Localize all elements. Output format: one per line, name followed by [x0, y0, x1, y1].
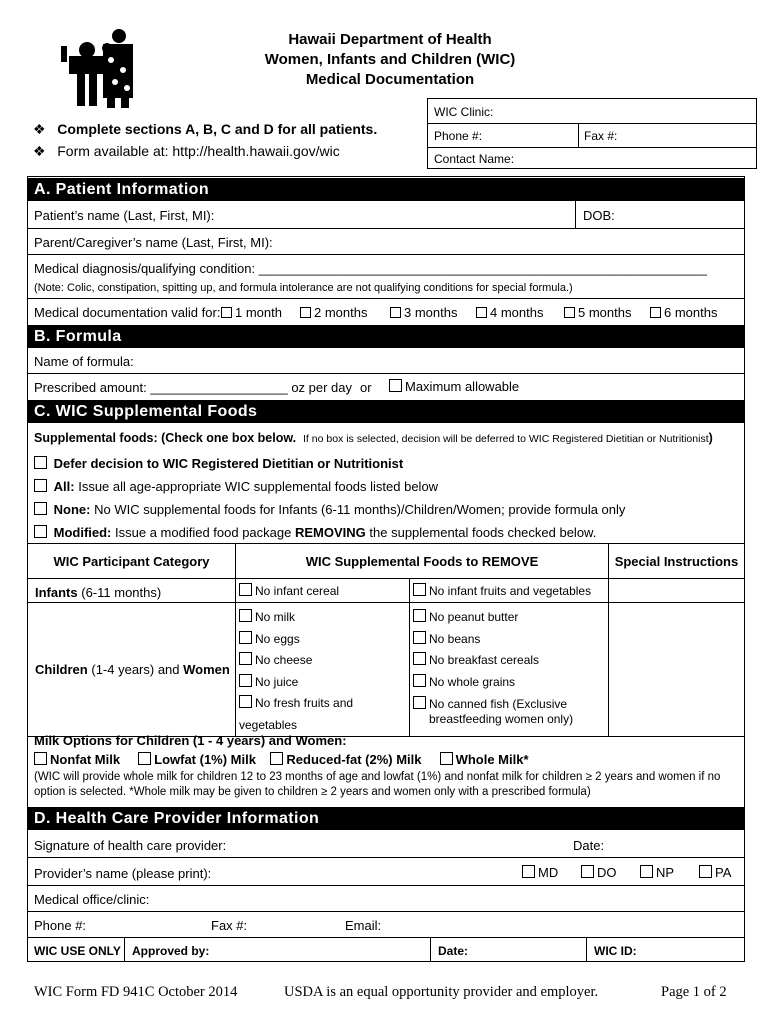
checkbox-icon[interactable] — [389, 379, 402, 392]
month-option-3[interactable]: 3 months — [390, 305, 457, 320]
no-milk-option[interactable]: No milk — [239, 607, 409, 629]
no-juice-option[interactable]: No juice — [239, 672, 409, 694]
section-b-header: B. Formula — [27, 325, 745, 348]
no-canned-fish-option[interactable]: No canned fish (Exclusive breastfeeding women only) — [413, 693, 608, 727]
option-modified[interactable]: Modified: Issue a modified food package REMOVING the supplemental foods checked below. — [34, 521, 625, 544]
title-line-1: Hawaii Department of Health — [288, 31, 492, 48]
checkbox-icon[interactable] — [413, 696, 426, 709]
no-fresh-fruits-option[interactable]: No fresh fruits and vegetables — [239, 696, 354, 732]
title-line-2: Women, Infants and Children (WIC) — [264, 51, 516, 68]
checkbox-icon[interactable] — [522, 865, 535, 878]
children-foods-left — [236, 603, 410, 737]
month-option-1[interactable]: 1 month — [221, 305, 282, 320]
month-option-4[interactable]: 4 months — [476, 305, 543, 320]
max-allowable-option[interactable]: Maximum allowable — [389, 379, 519, 394]
no-breakfast-cereals-option[interactable]: No breakfast cereals — [413, 650, 608, 672]
credential-md[interactable]: MD — [522, 865, 558, 880]
checkbox-icon[interactable] — [270, 752, 283, 765]
approved-by-field[interactable]: Approved by: — [132, 944, 210, 958]
provider-phone-field[interactable]: Phone #: — [34, 918, 87, 933]
diagnosis-note: (Note: Colic, constipation, spitting up, and formula intolerance are not qualifying conditions for special formula.) — [34, 282, 573, 294]
month-option-6[interactable]: 6 months — [650, 305, 717, 320]
whole-milk-option[interactable]: Whole Milk* — [440, 752, 529, 767]
children-foods-right — [410, 603, 609, 737]
clinic-contact-label: Contact Name: — [434, 152, 515, 166]
checkbox-icon[interactable] — [239, 652, 252, 665]
checkbox-icon[interactable] — [300, 307, 311, 318]
checkbox-icon[interactable] — [239, 695, 252, 708]
checkbox-icon[interactable] — [239, 583, 252, 596]
medical-office-field[interactable]: Medical office/clinic: — [34, 892, 150, 907]
diamond-bullet-icon: ❖ — [33, 143, 46, 159]
checkbox-icon[interactable] — [413, 583, 426, 596]
checkbox-icon[interactable] — [564, 307, 575, 318]
no-infant-fruits-option[interactable]: No infant fruits and vegetables — [410, 579, 609, 603]
clinic-fax-label: Fax #: — [584, 129, 618, 143]
category-col-header: WIC Participant Category — [28, 544, 236, 579]
checkbox-icon[interactable] — [413, 674, 426, 687]
usda-statement: USDA is an equal opportunity provider and employer. — [284, 984, 599, 1000]
diamond-bullet-icon: ❖ — [33, 121, 46, 137]
checkbox-icon[interactable] — [34, 456, 47, 469]
option-none[interactable]: None: No WIC supplemental foods for Infants (6-11 months)/Children/Women; provide formula only — [34, 498, 625, 521]
infants-instructions-field[interactable] — [608, 579, 744, 603]
checkbox-icon[interactable] — [650, 307, 661, 318]
caregiver-name-field[interactable]: Parent/Caregiver’s name (Last, First, MI): — [34, 235, 273, 250]
milk-note-line-2: option is selected. *Whole milk may be given to children ≥ 2 years and women only with a prescribed formula) — [34, 786, 591, 798]
credential-pa[interactable]: PA — [699, 865, 731, 880]
clinic-info-box — [427, 98, 757, 169]
instructions-col-header: Special Instructions — [608, 544, 744, 579]
credential-np[interactable]: NP — [640, 865, 674, 880]
checkbox-icon[interactable] — [440, 752, 453, 765]
checkbox-icon[interactable] — [239, 674, 252, 687]
month-option-2[interactable]: 2 months — [300, 305, 367, 320]
wic-logo — [55, 26, 140, 112]
infants-category: Infants (6-11 months) — [28, 579, 236, 603]
no-peanut-butter-option[interactable]: No peanut butter — [413, 607, 608, 629]
no-eggs-option[interactable]: No eggs — [239, 629, 409, 651]
supplemental-foods-table — [27, 543, 745, 737]
wic-clinic-label: WIC Clinic: — [434, 105, 494, 119]
no-infant-cereal-option[interactable]: No infant cereal — [236, 579, 410, 603]
patient-name-field[interactable]: Patient’s name (Last, First, MI): — [34, 208, 215, 223]
checkbox-icon[interactable] — [34, 752, 47, 765]
provider-email-field[interactable]: Email: — [345, 918, 382, 933]
checkbox-icon[interactable] — [239, 609, 252, 622]
checkbox-icon[interactable] — [34, 502, 47, 515]
checkbox-icon[interactable] — [413, 609, 426, 622]
clinic-phone-label: Phone #: — [434, 129, 483, 143]
instruction-bullet-1: Complete sections A, B, C and D for all patients. — [57, 121, 378, 137]
checkbox-icon[interactable] — [413, 631, 426, 644]
children-women-category: Children (1-4 years) and Women — [28, 603, 236, 737]
provider-fax-field[interactable]: Fax #: — [211, 918, 248, 933]
supplemental-intro: Supplemental foods: (Check one box below. — [34, 431, 297, 445]
checkbox-icon[interactable] — [413, 652, 426, 665]
checkbox-icon[interactable] — [581, 865, 594, 878]
nonfat-milk-option[interactable]: Nonfat Milk — [34, 752, 120, 767]
diagnosis-field[interactable]: Medical diagnosis/qualifying condition: ______________________________________________________________ — [34, 261, 708, 276]
lowfat-milk-option[interactable]: Lowfat (1%) Milk — [138, 752, 256, 767]
prescribed-amount-field[interactable]: Prescribed amount: ___________________ oz per day — [34, 380, 353, 395]
formula-name-field[interactable]: Name of formula: — [34, 354, 134, 369]
section-a-header: A. Patient Information — [27, 178, 745, 201]
instruction-bullet-2: Form available at: http://health.hawaii.gov/wic — [57, 143, 340, 159]
month-option-5[interactable]: 5 months — [564, 305, 631, 320]
wic-id-field[interactable]: WIC ID: — [594, 944, 637, 958]
checkbox-icon[interactable] — [34, 479, 47, 492]
supplemental-intro-note: If no box is selected, decision will be deferred to WIC Registered Dietitian or Nutritionist — [303, 433, 709, 445]
checkbox-icon[interactable] — [699, 865, 712, 878]
remove-col-header: WIC Supplemental Foods to REMOVE — [236, 544, 609, 579]
checkbox-icon[interactable] — [221, 307, 232, 318]
dob-field[interactable]: DOB: — [583, 208, 615, 223]
wic-use-only-label: WIC USE ONLY — [34, 944, 121, 958]
checkbox-icon[interactable] — [390, 307, 401, 318]
reduced-fat-milk-option[interactable]: Reduced-fat (2%) Milk — [270, 752, 421, 767]
no-cheese-option[interactable]: No cheese — [239, 650, 409, 672]
title-line-3: Medical Documentation — [305, 71, 475, 88]
intro-close-paren: ) — [708, 431, 713, 445]
page-number: Page 1 of 2 — [661, 984, 727, 1000]
valid-for-label: Medical documentation valid for: — [34, 305, 221, 320]
approval-date-field[interactable]: Date: — [438, 944, 469, 958]
milk-options-title: Milk Options for Children (1 - 4 years) and Women: — [34, 733, 347, 748]
form-id: WIC Form FD 941C October 2014 — [34, 984, 238, 1000]
option-defer[interactable]: Defer decision to WIC Registered Dietitian or Nutritionist — [34, 452, 625, 475]
checkbox-icon[interactable] — [138, 752, 151, 765]
checkbox-icon[interactable] — [476, 307, 487, 318]
or-label: or — [360, 380, 372, 395]
credential-do[interactable]: DO — [581, 865, 617, 880]
section-c-header: C. WIC Supplemental Foods — [27, 400, 745, 423]
option-all[interactable]: All: Issue all age-appropriate WIC supplemental foods listed below — [34, 475, 625, 498]
signature-date-field[interactable]: Date: — [573, 838, 605, 853]
children-instructions-field[interactable] — [608, 603, 744, 737]
checkbox-icon[interactable] — [34, 525, 47, 538]
milk-note-line-1: (WIC will provide whole milk for children 12 to 23 months of age and lowfat (1%) and nonfat milk for children ≥ 2 years and women if no — [34, 771, 721, 783]
no-whole-grains-option[interactable]: No whole grains — [413, 672, 608, 694]
checkbox-icon[interactable] — [239, 631, 252, 644]
no-beans-option[interactable]: No beans — [413, 629, 608, 651]
section-d-header: D. Health Care Provider Information — [27, 807, 745, 830]
signature-field[interactable]: Signature of health care provider: — [34, 838, 227, 853]
provider-name-field[interactable]: Provider’s name (please print): — [34, 866, 212, 881]
checkbox-icon[interactable] — [640, 865, 653, 878]
